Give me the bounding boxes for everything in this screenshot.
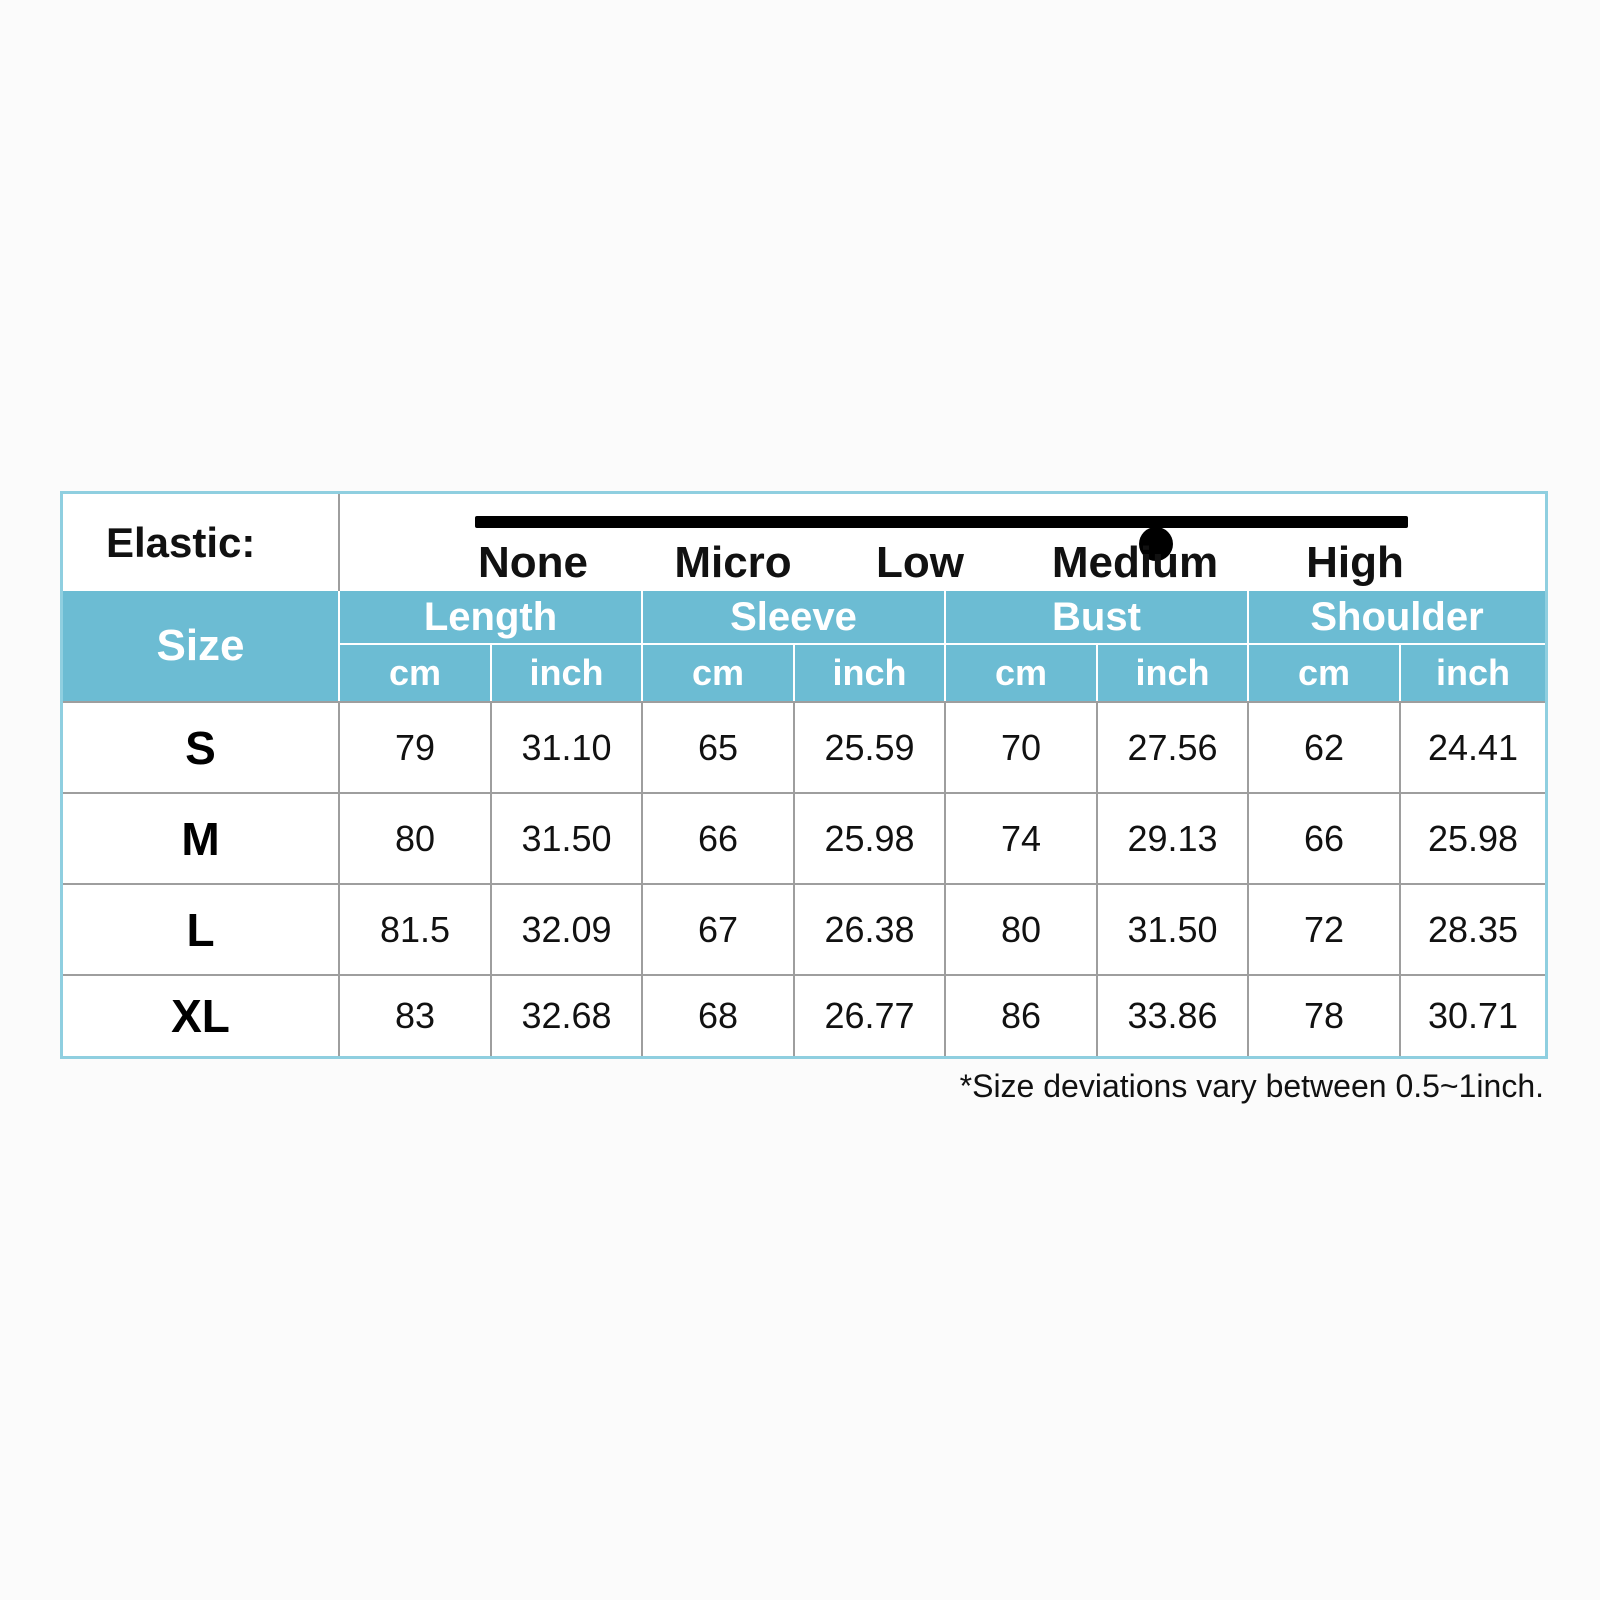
sleeve-header: Sleeve <box>643 591 946 645</box>
table-cell: 86 <box>946 974 1098 1056</box>
table-cell: 26.77 <box>795 974 946 1056</box>
sleeve-cm-header: cm <box>643 645 795 701</box>
table-cell: 31.50 <box>492 792 643 883</box>
elastic-scale <box>340 494 1545 591</box>
table-cell: 31.50 <box>1098 883 1249 974</box>
table-cell: 24.41 <box>1401 701 1545 792</box>
size-deviation-note: *Size deviations vary between 0.5~1inch. <box>959 1068 1544 1104</box>
sleeve-inch-header: inch <box>795 645 946 701</box>
length-header: Length <box>340 591 643 645</box>
table-cell: 66 <box>643 792 795 883</box>
bust-header: Bust <box>946 591 1249 645</box>
shoulder-inch-header: inch <box>1401 645 1545 701</box>
length-cm-header: cm <box>340 645 492 701</box>
shoulder-cm-header: cm <box>1249 645 1401 701</box>
table-cell: 32.09 <box>492 883 643 974</box>
table-cell: 66 <box>1249 792 1401 883</box>
bust-inch-header: inch <box>1098 645 1249 701</box>
table-cell: 65 <box>643 701 795 792</box>
elastic-level-low: Low <box>876 538 964 587</box>
table-cell: 33.86 <box>1098 974 1249 1056</box>
table-cell: 80 <box>946 883 1098 974</box>
table-cell: 74 <box>946 792 1098 883</box>
table-cell: 32.68 <box>492 974 643 1056</box>
size-column-header: Size <box>63 591 340 701</box>
elastic-level-medium: Medium <box>1051 538 1219 587</box>
table-cell: 26.38 <box>795 883 946 974</box>
table-cell: 72 <box>1249 883 1401 974</box>
size-chart-table <box>60 491 1548 1059</box>
table-cell: 80 <box>340 792 492 883</box>
table-cell: 81.5 <box>340 883 492 974</box>
table-cell: 28.35 <box>1401 883 1545 974</box>
table-cell: 68 <box>643 974 795 1056</box>
table-cell: 27.56 <box>1098 701 1249 792</box>
elastic-label: Elastic: <box>63 494 340 591</box>
bust-cm-header: cm <box>946 645 1098 701</box>
shoulder-header: Shoulder <box>1249 591 1545 645</box>
table-cell: 25.59 <box>795 701 946 792</box>
table-cell: 31.10 <box>492 701 643 792</box>
elastic-level-high: High <box>1306 538 1404 587</box>
table-cell: 70 <box>946 701 1098 792</box>
table-cell: 78 <box>1249 974 1401 1056</box>
length-inch-header: inch <box>492 645 643 701</box>
table-cell: 25.98 <box>795 792 946 883</box>
elastic-level-none: None <box>478 538 588 587</box>
size-label-m: M <box>63 792 340 883</box>
table-cell: 25.98 <box>1401 792 1545 883</box>
elastic-scale-track <box>475 516 1408 528</box>
elastic-level-micro: Micro <box>674 538 792 587</box>
table-cell: 79 <box>340 701 492 792</box>
table-cell: 29.13 <box>1098 792 1249 883</box>
table-cell: 83 <box>340 974 492 1056</box>
table-cell: 67 <box>643 883 795 974</box>
size-label-l: L <box>63 883 340 974</box>
size-label-xl: XL <box>63 974 340 1056</box>
size-label-s: S <box>63 701 340 792</box>
table-cell: 62 <box>1249 701 1401 792</box>
table-cell: 30.71 <box>1401 974 1545 1056</box>
